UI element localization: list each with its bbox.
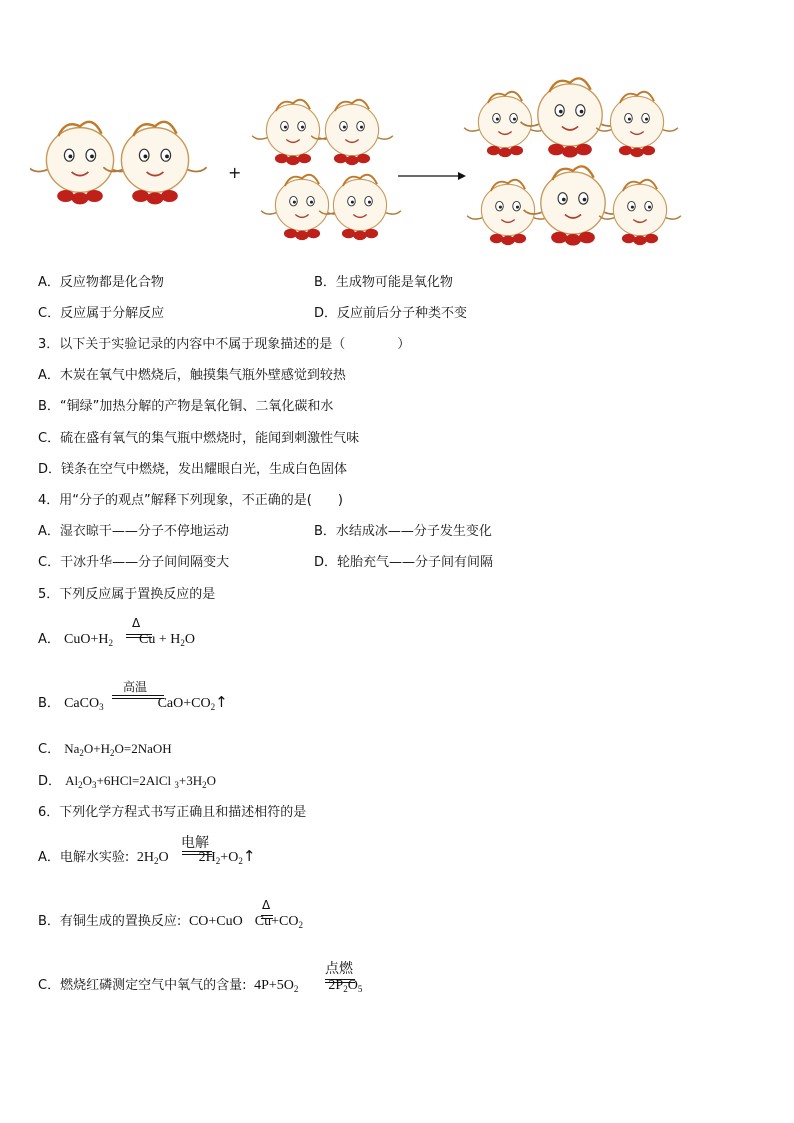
q5-stem: 5．下列反应属于置换反应的是 xyxy=(38,587,216,602)
q3-option-b: B．“铜绿”加热分解的产物是氧化铜、二氧化碳和水 xyxy=(38,399,334,414)
q5-d-equation: $Al_2O_3+6HCl=2AlCl$ $_3+3H_2O$ xyxy=(65,773,217,790)
q5-option-d xyxy=(38,770,216,790)
q5-c-label: C． xyxy=(38,742,61,757)
reaction-arrow-head xyxy=(458,172,466,180)
q5-a-equation: $CuO+H_2$ $Cu + H_2O$ xyxy=(64,632,195,648)
reactant-molecule-1b xyxy=(103,122,206,205)
q4-option-a: A．湿衣晾干——分子不停地运动 xyxy=(38,524,229,539)
q5-c-equation: $Na_2O+H_2O=2NaOH$ xyxy=(64,741,172,758)
q6-stem: 6．下列化学方程式书写正确且和描述相符的是 xyxy=(38,805,307,820)
reaction-diagram xyxy=(30,70,710,260)
reactant-molecule-3b xyxy=(319,175,401,240)
q3-option-c: C．硫在盛有氧气的集气瓶中燃烧时，能闻到刺激性气味 xyxy=(38,431,360,446)
reactant-molecule-2b xyxy=(311,100,393,165)
q6-a-equation: $2H_2O$ $2H_2+O_2$ xyxy=(133,850,243,866)
gas-arrow-icon: ↑ xyxy=(242,847,256,865)
q4-option-b: B．水结成冰——分子发生变化 xyxy=(314,524,492,539)
q6-b-label: B．有铜生成的置换反应: xyxy=(38,914,182,929)
q5-a-equal-line xyxy=(126,634,152,638)
product-molecule-1c xyxy=(596,92,678,157)
q6-b-equation: CO+CuO $Cu+CO_2$ xyxy=(185,914,303,930)
q5-d-label: D． xyxy=(38,774,62,789)
q4-stem: 4．用“分子的观点”解释下列现象，不正确的是( ) xyxy=(38,493,343,508)
q6-c-condition: 点燃 xyxy=(325,961,353,977)
q6-option-b xyxy=(38,910,303,930)
q5-b-condition: 高温 xyxy=(123,680,148,694)
q6-c-label: C．燃烧红磷测定空气中氧气的含量: xyxy=(38,978,247,993)
q3-option-d: D．镁条在空气中燃烧，发出耀眼白光，生成白色固体 xyxy=(38,462,348,477)
q5-a-label: A． xyxy=(38,632,60,647)
q3-stem: 3．以下关于实验记录的内容中不属于现象描述的是（ ） xyxy=(38,337,411,352)
q3-option-a: A．木炭在氧气中燃烧后，触摸集气瓶外壁感觉到较热 xyxy=(38,368,346,383)
gas-arrow-icon: ↑ xyxy=(215,693,228,711)
reactant-molecule-1 xyxy=(30,122,132,205)
q6-option-a xyxy=(38,846,255,866)
q5-b-label: B． xyxy=(38,696,60,711)
reactant-molecule-3a xyxy=(261,175,343,240)
q5-option-a xyxy=(38,628,195,648)
q6-c-equation: $4P+5O_2$ $2P_2O_5$ xyxy=(250,978,363,994)
q6-c-equal-line xyxy=(325,979,355,983)
product-molecule-2b xyxy=(524,166,623,245)
q4-option-c: C．干冰升华——分子间间隔变大 xyxy=(38,555,230,570)
q5-b-equal-line xyxy=(112,695,164,699)
q6-a-label: A．电解水实验: xyxy=(38,850,130,865)
q6-option-c xyxy=(38,974,362,994)
product-molecule-2a xyxy=(467,180,549,245)
product-molecule-1a xyxy=(464,92,546,157)
q6-a-equal-line xyxy=(182,851,212,855)
q5-b-equation: CaCO$_3$ $CaO+CO_2$ xyxy=(64,696,216,712)
q2-option-b: B．生成物可能是氧化物 xyxy=(314,275,453,290)
q5-option-c xyxy=(38,738,172,758)
q2-option-a: A．反应物都是化合物 xyxy=(38,275,164,290)
q5-a-condition: Δ xyxy=(132,616,141,630)
q6-b-condition: Δ xyxy=(262,898,271,912)
q4-option-d: D．轮胎充气——分子间有间隔 xyxy=(314,555,494,570)
plus-sign: + xyxy=(228,163,242,182)
q6-b-equal-line xyxy=(261,915,273,919)
q2-option-c: C．反应属于分解反应 xyxy=(38,306,165,321)
q2-option-d: D．反应前后分子种类不变 xyxy=(314,306,468,321)
q6-a-condition: 电解 xyxy=(181,835,209,851)
product-molecule-2c xyxy=(599,180,681,245)
product-molecule-1b xyxy=(521,78,620,157)
reactant-molecule-2a xyxy=(252,100,334,165)
